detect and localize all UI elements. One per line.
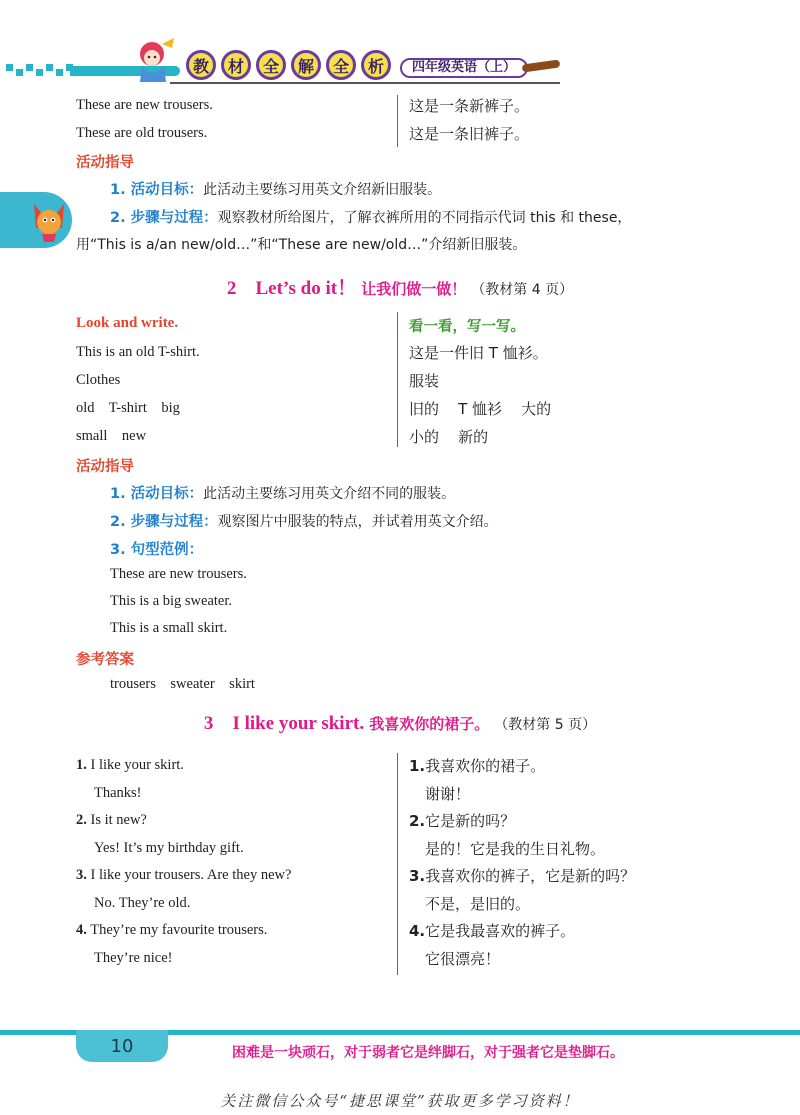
title-char: 材	[221, 50, 251, 80]
dialogue-number: 1.	[409, 757, 426, 775]
dialogue-line-cn	[409, 920, 575, 941]
dialogue-line-en	[76, 757, 184, 774]
header-rule	[170, 82, 560, 84]
footer-motto: 困难是一块顽石，对于弱者它是绊脚石，对于强者它是垫脚石。	[232, 1045, 624, 1061]
dialogue-text: I like your trousers. Are they new?	[90, 867, 292, 883]
textbook-page-ref: （教材第 4 页）	[471, 282, 574, 298]
column-divider	[397, 95, 398, 147]
steps-label: 2. 步骤与过程：	[110, 514, 218, 530]
dialogue-number: 4.	[409, 922, 426, 940]
dialogue-line-cn	[409, 865, 635, 886]
dialogue-text: 它是我最喜欢的裤子。	[425, 922, 576, 940]
title-char: 教	[186, 50, 216, 80]
title-char: 全	[256, 50, 286, 80]
title-char: 析	[361, 50, 391, 80]
title-char: 解	[291, 50, 321, 80]
sentence-en: These are old trousers.	[76, 125, 208, 141]
section-title-en: Let’s do it！	[255, 278, 357, 299]
task-heading-cn: 看一看，写一写。	[409, 319, 525, 335]
dialogue-number: 3.	[76, 867, 87, 883]
activity-guide-heading: 活动指导	[76, 155, 134, 171]
goal-text: 此活动主要练习用英文介绍新旧服装。	[203, 182, 442, 198]
dialogue-reply-cn: 是的！它是我的生日礼物。	[425, 840, 606, 858]
word-list-cn: 小的 新的	[409, 428, 489, 446]
dialogue-reply-cn: 它很漂亮！	[425, 950, 501, 968]
dialogue-line-en	[76, 867, 291, 884]
activity-steps	[110, 206, 631, 227]
dialogue-reply-cn: 谢谢！	[425, 785, 471, 803]
steps-text-continued: 用“This is a/an new/old…”和“These are new/old…”介绍新旧服装。	[76, 237, 527, 253]
dialogue-line-en	[76, 812, 147, 829]
sentence-cn: 这是一件旧 T 恤衫。	[409, 344, 548, 362]
word-en: Clothes	[76, 372, 121, 388]
section-title-cn: 我喜欢你的裙子。	[369, 715, 490, 733]
column-divider	[397, 312, 398, 447]
section-title-en: I like your skirt.	[232, 713, 365, 734]
sentence-cn: 这是一条旧裤子。	[409, 125, 530, 143]
goal-text: 此活动主要练习用英文介绍不同的服装。	[203, 486, 456, 502]
activity-guide-heading: 活动指导	[76, 459, 134, 475]
title-char: 全	[326, 50, 356, 80]
section-title	[0, 713, 800, 735]
steps-text: 观察图片中服装的特点，并试着用英文介绍。	[217, 514, 498, 530]
dialogue-number: 2.	[409, 812, 426, 830]
task-heading-en: Look and write.	[76, 315, 179, 331]
textbook-page-ref: （教材第 5 页）	[494, 717, 597, 733]
steps-text: 观察教材所给图片，了解衣裤所用的不同指示代词 this 和 these，	[217, 210, 632, 226]
dialogue-reply-en: Yes! It’s my birthday gift.	[94, 840, 244, 856]
grade-subject-label: 四年级英语（上）	[400, 58, 528, 78]
example-sentence: These are new trousers.	[110, 566, 247, 582]
word-list-en: old T-shirt big	[76, 400, 180, 416]
dialogue-number: 2.	[76, 812, 87, 828]
activity-steps	[110, 510, 498, 531]
examples-label: 3. 句型范例：	[110, 542, 204, 558]
dialogue-number: 4.	[76, 922, 87, 938]
sentence-en: This is an old T-shirt.	[76, 344, 200, 360]
sentence-cn: 这是一条新裤子。	[409, 97, 530, 115]
pencil-icon	[522, 59, 561, 72]
section-title	[0, 273, 800, 300]
page-number: 10	[76, 1030, 168, 1062]
dialogue-text: 我喜欢你的裙子。	[425, 757, 546, 775]
activity-goal	[110, 482, 455, 503]
section-number: 2	[226, 278, 237, 299]
mascot-girl-icon	[130, 36, 180, 86]
dialogue-reply-en: Thanks!	[94, 785, 142, 801]
goal-label: 1. 活动目标：	[110, 182, 204, 198]
activity-goal	[110, 178, 441, 199]
dialogue-reply-cn: 不是，是旧的。	[425, 895, 531, 913]
page-header	[0, 0, 800, 90]
example-sentence: This is a small skirt.	[110, 620, 228, 636]
word-cn: 服装	[409, 372, 440, 390]
dialogue-text: 我喜欢你的裤子，它是新的吗？	[425, 867, 636, 885]
dialogue-number: 3.	[409, 867, 426, 885]
sentence-en: These are new trousers.	[76, 97, 213, 113]
dialogue-text: They’re my favourite trousers.	[90, 922, 268, 938]
answer-words: trousers sweater skirt	[110, 676, 255, 692]
dialogue-line-en	[76, 922, 267, 939]
steps-label: 2. 步骤与过程：	[110, 210, 218, 226]
book-title	[186, 50, 391, 80]
fox-mascot-icon	[30, 198, 68, 242]
answer-heading: 参考答案	[76, 652, 134, 668]
dialogue-text: 它是新的吗？	[425, 812, 516, 830]
goal-label: 1. 活动目标：	[110, 486, 204, 502]
word-list-cn: 旧的 T 恤衫 大的	[409, 400, 552, 418]
dialogue-text: Is it new?	[90, 812, 147, 828]
section-number: 3	[203, 713, 214, 734]
dialogue-line-cn	[409, 755, 545, 776]
word-list-en: small new	[76, 428, 147, 444]
dialogue-reply-en: They’re nice!	[94, 950, 173, 966]
column-divider	[397, 753, 398, 975]
dialogue-number: 1.	[76, 757, 87, 773]
dialogue-reply-en: No. They’re old.	[94, 895, 191, 911]
example-sentence: This is a big sweater.	[110, 593, 233, 609]
handwritten-note: 关注微信公众号“捷思课堂”获取更多学习资料！	[220, 1092, 580, 1110]
dialogue-text: I like your skirt.	[90, 757, 184, 773]
section-title-cn: 让我们做一做！	[361, 280, 467, 298]
dialogue-line-cn	[409, 810, 515, 831]
